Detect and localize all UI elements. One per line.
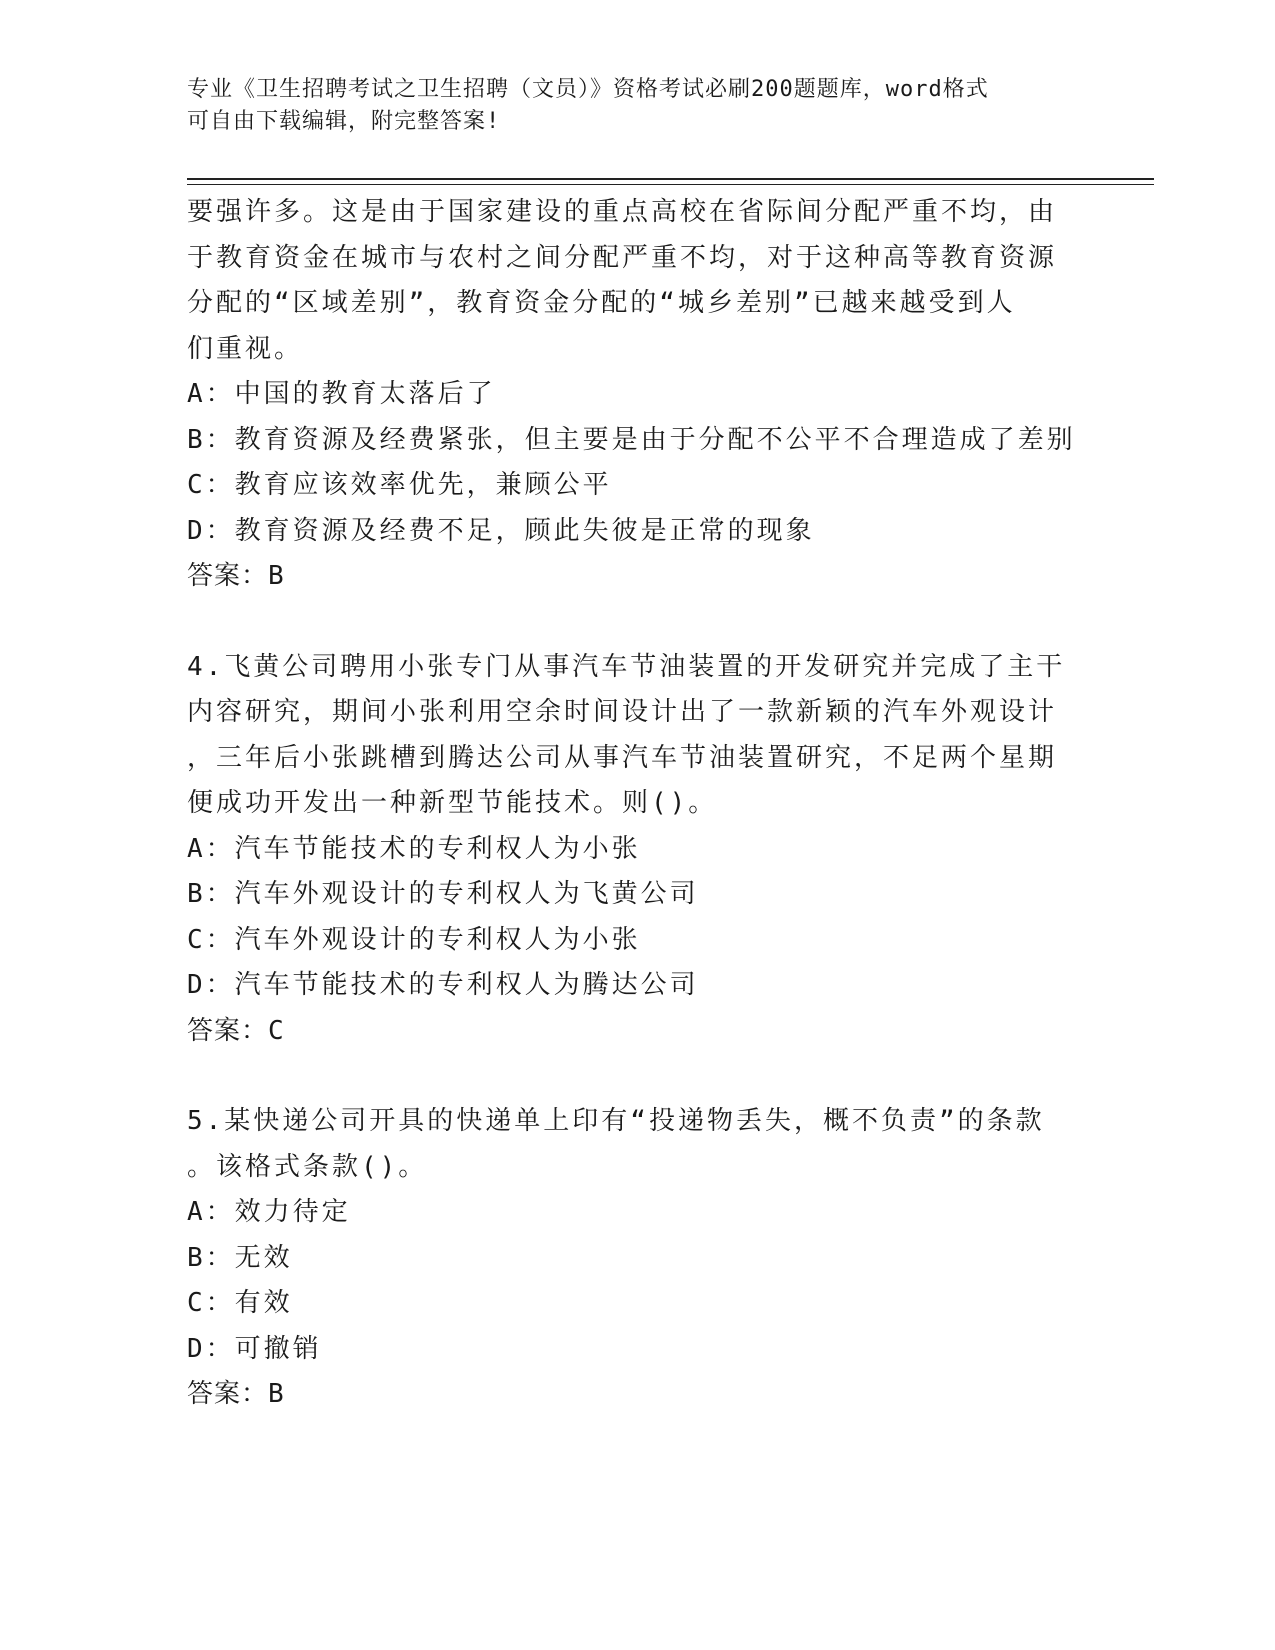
question-3 <box>187 190 1087 600</box>
answer-label: 答案： <box>187 1015 269 1046</box>
option-b: B：无效 <box>187 1242 293 1273</box>
option-a: A：中国的教育太落后了 <box>187 379 496 409</box>
option-c: C：教育应该效率优先，兼顾公平 <box>187 470 612 500</box>
header-divider-thick <box>187 178 1154 180</box>
question-stem-line: 于教育资金在城市与农村之间分配严重不均，对于这种高等教育资源 <box>187 242 1058 273</box>
question-stem-line: 。该格式条款()。 <box>187 1151 428 1182</box>
option-c: C：汽车外观设计的专利权人为小张 <box>187 924 641 955</box>
question-stem-line: 分配的“区域差别”，教育资金分配的“城乡差别”已越来越受到人 <box>187 288 1016 318</box>
option-d: D：教育资源及经费不足，顾此失彼是正常的现象 <box>187 515 815 546</box>
option-a: A：汽车节能技术的专利权人为小张 <box>187 833 641 864</box>
answer-value: C <box>268 1015 285 1046</box>
answer-label: 答案： <box>187 561 269 591</box>
document-header <box>187 74 1067 138</box>
option-b: B：汽车外观设计的专利权人为飞黄公司 <box>187 879 699 909</box>
question-stem-line: 4.飞黄公司聘用小张专门从事汽车节油装置的开发研究并完成了主干 <box>187 651 1066 682</box>
header-line-1: 专业《卫生招聘考试之卫生招聘（文员）》资格考试必刷200题题库，word格式 <box>187 77 989 102</box>
question-stem-line: 们重视。 <box>187 333 304 364</box>
option-a: A：效力待定 <box>187 1197 351 1227</box>
question-list <box>187 190 1087 1463</box>
question-5 <box>187 1099 1087 1418</box>
option-c: C：有效 <box>187 1288 293 1318</box>
question-stem-line: 便成功开发出一种新型节能技术。则()。 <box>187 788 718 818</box>
header-line-2: 可自由下载编辑，附完整答案! <box>187 109 501 134</box>
option-d: D：汽车节能技术的专利权人为腾达公司 <box>187 970 699 1000</box>
answer-line <box>187 1009 1087 1055</box>
answer-value: B <box>268 561 285 591</box>
option-d: D：可撤销 <box>187 1333 322 1364</box>
answer-line <box>187 1372 1087 1418</box>
option-b: B：教育资源及经费紧张，但主要是由于分配不公平不合理造成了差别 <box>187 424 1076 455</box>
answer-label: 答案： <box>187 1379 269 1409</box>
header-divider-thin <box>187 184 1154 185</box>
answer-value: B <box>268 1379 285 1409</box>
answer-line <box>187 554 1087 600</box>
question-stem-line: ，三年后小张跳槽到腾达公司从事汽车节油装置研究，不足两个星期 <box>187 742 1058 773</box>
question-stem-line: 要强许多。这是由于国家建设的重点高校在省际间分配严重不均，由 <box>187 197 1058 227</box>
question-stem-line: 内容研究，期间小张利用空余时间设计出了一款新颖的汽车外观设计 <box>187 697 1058 727</box>
question-4 <box>187 645 1087 1055</box>
question-stem-line: 5.某快递公司开具的快递单上印有“投递物丢失，概不负责”的条款 <box>187 1106 1045 1136</box>
